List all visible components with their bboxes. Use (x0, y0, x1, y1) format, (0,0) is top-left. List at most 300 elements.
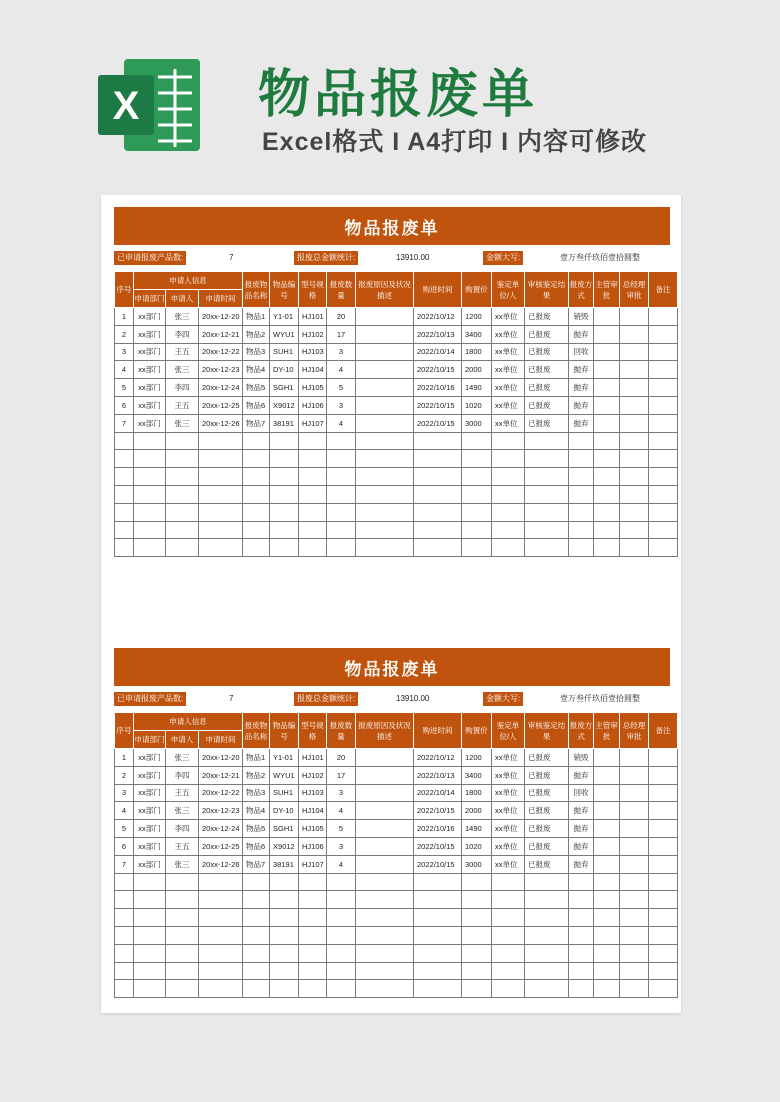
empty-cell (356, 485, 414, 503)
cell-gm (620, 855, 649, 873)
empty-cell (327, 891, 356, 909)
cell-method: 回收 (569, 784, 594, 802)
empty-cell (525, 962, 569, 980)
empty-cell (525, 980, 569, 998)
cell-reason (356, 396, 414, 414)
cell-purchase-time: 2022/10/13 (414, 325, 462, 343)
empty-cell (569, 944, 594, 962)
cell-note (649, 325, 678, 343)
cell-price: 1800 (462, 343, 492, 361)
cell-qty: 4 (327, 414, 356, 432)
empty-cell (462, 980, 492, 998)
cell-seq: 7 (115, 855, 134, 873)
cell-reason (356, 749, 414, 767)
cell-result: 已报废 (525, 379, 569, 397)
cell-note (649, 308, 678, 326)
cell-time: 20xx-12-26 (199, 855, 243, 873)
empty-cell (356, 944, 414, 962)
empty-cell (594, 432, 620, 450)
empty-cell (166, 909, 199, 927)
cell-qty: 3 (327, 396, 356, 414)
table-row-empty (115, 962, 678, 980)
cell-gm (620, 784, 649, 802)
cell-gm (620, 343, 649, 361)
empty-cell (243, 909, 270, 927)
header-reason: 报废原因及状况描述 (356, 713, 414, 749)
empty-cell (356, 909, 414, 927)
empty-cell (115, 468, 134, 486)
table-row (115, 820, 678, 838)
empty-cell (492, 539, 525, 557)
header-appraiser: 鉴定单位/人 (492, 713, 525, 749)
cell-reason (356, 414, 414, 432)
table-row-empty (115, 926, 678, 944)
cell-dept: xx部门 (134, 343, 166, 361)
empty-cell (115, 539, 134, 557)
header-person: 申请人 (166, 290, 199, 308)
empty-cell (569, 539, 594, 557)
empty-cell (462, 432, 492, 450)
cell-item-name: 物品2 (243, 325, 270, 343)
cell-supervisor (594, 325, 620, 343)
cell-appraiser: xx单位 (492, 837, 525, 855)
empty-cell (166, 944, 199, 962)
cell-reason (356, 837, 414, 855)
cell-appraiser: xx单位 (492, 379, 525, 397)
cell-purchase-time: 2022/10/12 (414, 308, 462, 326)
empty-cell (620, 432, 649, 450)
empty-cell (270, 468, 299, 486)
empty-cell (134, 909, 166, 927)
cell-dept: xx部门 (134, 820, 166, 838)
empty-cell (270, 944, 299, 962)
empty-cell (270, 450, 299, 468)
cell-price: 2000 (462, 802, 492, 820)
empty-cell (299, 521, 327, 539)
empty-cell (134, 468, 166, 486)
empty-cell (199, 926, 243, 944)
empty-cell (569, 926, 594, 944)
cell-person: 李四 (166, 766, 199, 784)
empty-cell (299, 539, 327, 557)
table-row-empty (115, 909, 678, 927)
empty-cell (620, 873, 649, 891)
cell-purchase-time: 2022/10/15 (414, 361, 462, 379)
header-method: 报废方式 (569, 272, 594, 308)
cell-dept: xx部门 (134, 379, 166, 397)
cell-seq: 2 (115, 325, 134, 343)
empty-cell (414, 980, 462, 998)
cell-model: HJ107 (299, 414, 327, 432)
cell-method: 抛弃 (569, 802, 594, 820)
empty-cell (270, 962, 299, 980)
cell-qty: 5 (327, 820, 356, 838)
empty-cell (166, 468, 199, 486)
table-row (115, 325, 678, 343)
empty-cell (569, 432, 594, 450)
cell-reason (356, 802, 414, 820)
empty-cell (270, 521, 299, 539)
empty-cell (327, 450, 356, 468)
cell-model: HJ102 (299, 325, 327, 343)
empty-cell (569, 873, 594, 891)
empty-cell (620, 450, 649, 468)
cell-appraiser: xx单位 (492, 308, 525, 326)
empty-cell (492, 926, 525, 944)
cell-price: 1020 (462, 396, 492, 414)
table-row-empty (115, 432, 678, 450)
empty-cell (414, 873, 462, 891)
cell-result: 已报废 (525, 414, 569, 432)
empty-cell (199, 980, 243, 998)
empty-cell (620, 539, 649, 557)
table-row-empty (115, 468, 678, 486)
cell-purchase-time: 2022/10/15 (414, 396, 462, 414)
cell-person: 王五 (166, 396, 199, 414)
empty-cell (134, 891, 166, 909)
cell-price: 3000 (462, 414, 492, 432)
empty-cell (462, 468, 492, 486)
empty-cell (115, 873, 134, 891)
amount-upper-value: 壹万叁仟玖佰壹拾圆整 (560, 694, 640, 703)
empty-cell (199, 891, 243, 909)
cell-person: 张三 (166, 361, 199, 379)
cell-note (649, 766, 678, 784)
cell-supervisor (594, 396, 620, 414)
cell-reason (356, 820, 414, 838)
cell-time: 20xx-12-21 (199, 325, 243, 343)
header-appraiser: 鉴定单位/人 (492, 272, 525, 308)
empty-cell (243, 521, 270, 539)
cell-item-code: 38191 (270, 414, 299, 432)
scrap-form (114, 648, 670, 998)
cell-gm (620, 308, 649, 326)
cell-seq: 7 (115, 414, 134, 432)
empty-cell (462, 926, 492, 944)
cell-item-code: SGH1 (270, 379, 299, 397)
cell-qty: 17 (327, 766, 356, 784)
cell-model: HJ103 (299, 343, 327, 361)
cell-note (649, 396, 678, 414)
empty-cell (569, 503, 594, 521)
header-time: 申请时间 (199, 290, 243, 308)
empty-cell (525, 891, 569, 909)
cell-dept: xx部门 (134, 308, 166, 326)
empty-cell (594, 944, 620, 962)
cell-person: 王五 (166, 343, 199, 361)
cell-time: 20xx-12-23 (199, 802, 243, 820)
cell-purchase-time: 2022/10/15 (414, 837, 462, 855)
empty-cell (649, 909, 678, 927)
cell-appraiser: xx单位 (492, 361, 525, 379)
empty-cell (166, 926, 199, 944)
cell-person: 王五 (166, 784, 199, 802)
cell-item-code: Y1-01 (270, 308, 299, 326)
header-supervisor: 主管审批 (594, 713, 620, 749)
cell-purchase-time: 2022/10/14 (414, 784, 462, 802)
empty-cell (299, 980, 327, 998)
empty-cell (270, 539, 299, 557)
empty-cell (594, 521, 620, 539)
empty-cell (525, 521, 569, 539)
empty-cell (134, 432, 166, 450)
cell-item-name: 物品2 (243, 766, 270, 784)
cell-qty: 20 (327, 308, 356, 326)
empty-cell (115, 926, 134, 944)
cell-note (649, 855, 678, 873)
cell-supervisor (594, 784, 620, 802)
empty-cell (649, 891, 678, 909)
total-label: 报废总金额统计: (294, 251, 358, 265)
empty-cell (134, 926, 166, 944)
empty-cell (327, 909, 356, 927)
cell-method: 抛弃 (569, 325, 594, 343)
empty-cell (327, 873, 356, 891)
empty-cell (166, 432, 199, 450)
empty-cell (199, 539, 243, 557)
cell-price: 1200 (462, 749, 492, 767)
cell-item-code: DY-10 (270, 361, 299, 379)
cell-gm (620, 325, 649, 343)
cell-item-name: 物品3 (243, 343, 270, 361)
cell-person: 李四 (166, 325, 199, 343)
cell-price: 2000 (462, 361, 492, 379)
cell-item-name: 物品7 (243, 855, 270, 873)
empty-cell (199, 468, 243, 486)
empty-cell (199, 485, 243, 503)
empty-cell (525, 926, 569, 944)
empty-cell (620, 944, 649, 962)
empty-cell (356, 432, 414, 450)
cell-person: 张三 (166, 749, 199, 767)
empty-cell (525, 539, 569, 557)
empty-cell (594, 503, 620, 521)
cell-model: HJ105 (299, 820, 327, 838)
cell-result: 已报废 (525, 325, 569, 343)
banner-subtitle: Excel格式 I A4打印 I 内容可修改 (262, 128, 648, 156)
empty-cell (492, 503, 525, 521)
empty-cell (299, 450, 327, 468)
cell-method: 抛弃 (569, 414, 594, 432)
empty-cell (492, 485, 525, 503)
empty-cell (166, 873, 199, 891)
empty-cell (525, 503, 569, 521)
empty-cell (649, 926, 678, 944)
table-row-empty (115, 944, 678, 962)
empty-cell (569, 485, 594, 503)
table-body (115, 308, 678, 557)
header-note: 备注 (649, 713, 678, 749)
cell-supervisor (594, 802, 620, 820)
table-row-empty (115, 891, 678, 909)
cell-note (649, 784, 678, 802)
empty-cell (243, 503, 270, 521)
cell-result: 已报废 (525, 784, 569, 802)
empty-cell (414, 891, 462, 909)
cell-gm (620, 837, 649, 855)
cell-qty: 3 (327, 343, 356, 361)
table-header (115, 713, 678, 749)
cell-model: HJ107 (299, 855, 327, 873)
header-applicant-group: 申请人信息 (134, 713, 243, 731)
empty-cell (327, 539, 356, 557)
empty-cell (270, 980, 299, 998)
cell-item-code: SGH1 (270, 820, 299, 838)
empty-cell (327, 962, 356, 980)
amount-upper-label: 金额大写: (483, 251, 523, 265)
cell-seq: 3 (115, 784, 134, 802)
count-label: 已申请报废产品数: (114, 692, 186, 706)
empty-cell (299, 503, 327, 521)
empty-cell (525, 909, 569, 927)
form-title: 物品报废单 (114, 648, 670, 686)
empty-cell (243, 468, 270, 486)
empty-cell (594, 873, 620, 891)
cell-purchase-time: 2022/10/13 (414, 766, 462, 784)
empty-cell (199, 503, 243, 521)
empty-cell (356, 926, 414, 944)
header-result: 审核鉴定结果 (525, 713, 569, 749)
empty-cell (462, 873, 492, 891)
empty-cell (115, 503, 134, 521)
cell-result: 已报废 (525, 749, 569, 767)
cell-time: 20xx-12-24 (199, 820, 243, 838)
empty-cell (356, 980, 414, 998)
cell-appraiser: xx单位 (492, 325, 525, 343)
empty-cell (620, 521, 649, 539)
cell-price: 1200 (462, 308, 492, 326)
empty-cell (115, 891, 134, 909)
cell-dept: xx部门 (134, 766, 166, 784)
cell-item-code: SUH1 (270, 343, 299, 361)
empty-cell (620, 909, 649, 927)
cell-appraiser: xx单位 (492, 414, 525, 432)
empty-cell (166, 450, 199, 468)
cell-person: 张三 (166, 855, 199, 873)
cell-appraiser: xx单位 (492, 343, 525, 361)
empty-cell (243, 539, 270, 557)
empty-cell (299, 485, 327, 503)
cell-time: 20xx-12-26 (199, 414, 243, 432)
cell-method: 抛弃 (569, 837, 594, 855)
empty-cell (327, 980, 356, 998)
empty-cell (414, 503, 462, 521)
cell-purchase-time: 2022/10/14 (414, 343, 462, 361)
cell-note (649, 361, 678, 379)
cell-note (649, 802, 678, 820)
empty-cell (492, 468, 525, 486)
empty-cell (115, 432, 134, 450)
cell-item-name: 物品4 (243, 361, 270, 379)
cell-appraiser: xx单位 (492, 396, 525, 414)
empty-cell (327, 468, 356, 486)
table-row (115, 784, 678, 802)
cell-seq: 1 (115, 749, 134, 767)
empty-cell (525, 944, 569, 962)
cell-purchase-time: 2022/10/16 (414, 820, 462, 838)
cell-supervisor (594, 308, 620, 326)
cell-time: 20xx-12-25 (199, 837, 243, 855)
form-paper (101, 195, 681, 1013)
empty-cell (299, 926, 327, 944)
empty-cell (462, 944, 492, 962)
empty-cell (649, 468, 678, 486)
table-row (115, 766, 678, 784)
empty-cell (243, 926, 270, 944)
empty-cell (243, 891, 270, 909)
header-gm: 总经理审批 (620, 272, 649, 308)
header-qty: 报废数量 (327, 713, 356, 749)
cell-time: 20xx-12-20 (199, 308, 243, 326)
empty-cell (327, 503, 356, 521)
cell-method: 抛弃 (569, 396, 594, 414)
empty-cell (620, 962, 649, 980)
cell-supervisor (594, 837, 620, 855)
cell-model: HJ104 (299, 802, 327, 820)
cell-person: 李四 (166, 379, 199, 397)
cell-item-name: 物品5 (243, 379, 270, 397)
header-model: 型号规格 (299, 272, 327, 308)
cell-dept: xx部门 (134, 855, 166, 873)
cell-gm (620, 414, 649, 432)
cell-dept: xx部门 (134, 784, 166, 802)
cell-gm (620, 749, 649, 767)
cell-purchase-time: 2022/10/16 (414, 379, 462, 397)
cell-reason (356, 784, 414, 802)
empty-cell (199, 909, 243, 927)
cell-result: 已报废 (525, 837, 569, 855)
cell-method: 抛弃 (569, 855, 594, 873)
cell-price: 1490 (462, 820, 492, 838)
cell-item-code: 38191 (270, 855, 299, 873)
empty-cell (134, 980, 166, 998)
empty-cell (569, 980, 594, 998)
empty-cell (356, 468, 414, 486)
cell-supervisor (594, 343, 620, 361)
cell-price: 1490 (462, 379, 492, 397)
cell-model: HJ103 (299, 784, 327, 802)
table-row (115, 396, 678, 414)
cell-reason (356, 343, 414, 361)
empty-cell (620, 891, 649, 909)
cell-method: 抛弃 (569, 766, 594, 784)
empty-cell (594, 539, 620, 557)
empty-cell (414, 485, 462, 503)
cell-person: 张三 (166, 308, 199, 326)
cell-item-name: 物品1 (243, 749, 270, 767)
cell-item-name: 物品7 (243, 414, 270, 432)
count-value: 7 (229, 694, 234, 703)
empty-cell (270, 485, 299, 503)
cell-supervisor (594, 766, 620, 784)
cell-purchase-time: 2022/10/15 (414, 855, 462, 873)
empty-cell (356, 521, 414, 539)
cell-price: 3400 (462, 766, 492, 784)
empty-cell (414, 944, 462, 962)
cell-time: 20xx-12-22 (199, 343, 243, 361)
header-model: 型号规格 (299, 713, 327, 749)
table-row (115, 379, 678, 397)
cell-gm (620, 766, 649, 784)
cell-reason (356, 325, 414, 343)
cell-gm (620, 820, 649, 838)
empty-cell (414, 962, 462, 980)
cell-result: 已报废 (525, 766, 569, 784)
empty-cell (243, 944, 270, 962)
empty-cell (525, 450, 569, 468)
empty-cell (492, 909, 525, 927)
empty-cell (492, 962, 525, 980)
